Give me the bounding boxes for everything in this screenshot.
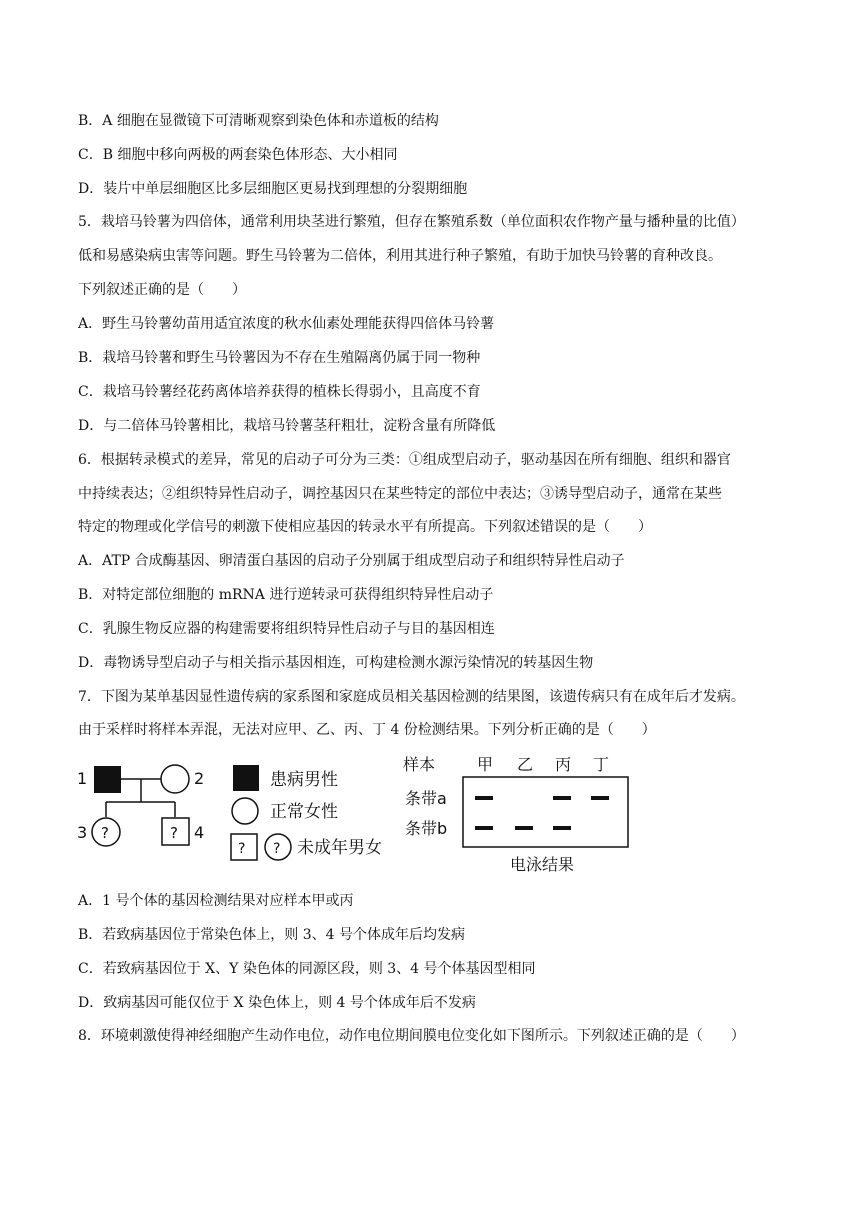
gel-band-b-lane-1 bbox=[475, 826, 493, 830]
option-a-q5: A．野生马铃薯幼苗用适宜浓度的秋水仙素处理能获得四倍体马铃薯 bbox=[78, 316, 495, 332]
question-5-stem-line3: 下列叙述正确的是（ ） bbox=[78, 282, 246, 298]
question-5-stem-line1: 5．栽培马铃薯为四倍体，通常利用块茎进行繁殖，但存在繁殖系数（单位面积农作物产量与播种量的比值） bbox=[78, 214, 745, 230]
question-6-stem-line2: 中持续表达；②组织特异性启动子，调控基因只在某些特定的部位中表达；③诱导型启动子，通常在某些 bbox=[78, 486, 722, 502]
legend-minor-male-mark: ? bbox=[238, 841, 246, 857]
gel-band-b-lane-3 bbox=[553, 826, 571, 830]
option-a-q6: A．ATP 合成酶基因、卵清蛋白基因的启动子分别属于组成型启动子和组织特异性启动子 bbox=[78, 553, 625, 569]
gel-band-a-lane-3 bbox=[553, 796, 571, 800]
question-7-stem-line2: 由于采样时将样本弄混，无法对应甲、乙、丙、丁 4 份检测结果。下列分析正确的是（ ） bbox=[78, 722, 656, 738]
option-c-q7: C．若致病基因位于 X、Y 染色体的同源区段，则 3、4 号个体基因型相同 bbox=[78, 961, 536, 977]
affected-male-symbol-1 bbox=[94, 766, 121, 793]
gel-band-a-label: 条带a bbox=[405, 789, 447, 808]
gel-sample-ding: 丁 bbox=[593, 755, 610, 774]
legend-minor-female-mark: ? bbox=[273, 841, 281, 857]
pedigree-chart bbox=[77, 765, 204, 846]
pedigree-legend bbox=[231, 765, 382, 860]
legend-affected-male-icon bbox=[233, 765, 259, 791]
question-6-stem-line3: 特定的物理或化学信号的刺激下使相应基因的转录水平有所提高。下列叙述错误的是（ ） bbox=[78, 519, 652, 535]
unknown-mark-4: ? bbox=[170, 824, 178, 842]
unknown-mark-3: ? bbox=[101, 824, 109, 842]
gel-sample-jia: 甲 bbox=[477, 755, 494, 774]
option-d-q6: D．毒物诱导型启动子与相关指示基因相连，可构建检测水源污染情况的转基因生物 bbox=[78, 655, 594, 671]
gel-sample-bing: 丙 bbox=[555, 755, 572, 774]
gel-caption: 电泳结果 bbox=[510, 855, 575, 874]
gel-result bbox=[403, 755, 628, 874]
option-b-q4: B．A 细胞在显微镜下可清晰观察到染色体和赤道板的结构 bbox=[78, 113, 439, 129]
question-8-stem-line1: 8．环境刺激使得神经细胞产生动作电位，动作电位期间膜电位变化如下图所示。下列叙述正确的是（ ） bbox=[78, 1028, 745, 1044]
gel-band-b-lane-2 bbox=[515, 826, 533, 830]
option-d-q5: D．与二倍体马铃薯相比，栽培马铃薯茎秆粗壮，淀粉含量有所降低 bbox=[78, 418, 496, 434]
gel-sample-yi: 乙 bbox=[517, 755, 534, 774]
option-c-q5: C．栽培马铃薯经花药离体培养获得的植株长得弱小，且高度不育 bbox=[78, 384, 481, 400]
gel-frame bbox=[463, 777, 628, 847]
question-7-figure bbox=[75, 752, 635, 877]
option-c-q6: C．乳腺生物反应器的构建需要将组织特异性启动子与目的基因相连 bbox=[78, 621, 495, 637]
option-d-q4: D．装片中单层细胞区比多层细胞区更易找到理想的分裂期细胞 bbox=[78, 181, 468, 197]
option-a-q7: A．1 号个体的基因检测结果对应样本甲或丙 bbox=[78, 893, 354, 909]
normal-female-symbol-2 bbox=[161, 765, 189, 793]
pedigree-number-3: 3 bbox=[77, 823, 88, 842]
question-5-stem-line2: 低和易感染病虫害等问题。野生马铃薯为二倍体，利用其进行种子繁殖，有助于加快马铃薯的育种改良。 bbox=[78, 248, 722, 264]
option-c-q4: C．B 细胞中移向两极的两套染色体形态、大小相同 bbox=[78, 147, 398, 163]
option-d-q7: D．致病基因可能仅位于 X 染色体上，则 4 号个体成年后不发病 bbox=[78, 995, 476, 1011]
legend-normal-female-label: 正常女性 bbox=[270, 802, 338, 822]
legend-affected-male-label: 患病男性 bbox=[270, 770, 338, 790]
legend-normal-female-icon bbox=[232, 798, 258, 824]
pedigree-number-2: 2 bbox=[194, 769, 205, 788]
question-7-stem-line1: 7．下图为某单基因显性遗传病的家系图和家庭成员相关基因检测的结果图，该遗传病只有在成年后才发病。 bbox=[78, 689, 745, 705]
legend-minor-label: 未成年男女 bbox=[297, 838, 382, 858]
pedigree-number-4: 4 bbox=[194, 823, 205, 842]
option-b-q5: B．栽培马铃薯和野生马铃薯因为不存在生殖隔离仍属于同一物种 bbox=[78, 350, 481, 366]
option-b-q6: B．对特定部位细胞的 mRNA 进行逆转录可获得组织特异性启动子 bbox=[78, 587, 494, 603]
pedigree-number-1: 1 bbox=[77, 769, 88, 788]
question-6-stem-line1: 6．根据转录模式的差异，常见的启动子可分为三类：①组成型启动子，驱动基因在所有细胞、组织和器官 bbox=[78, 452, 731, 468]
gel-band-a-lane-4 bbox=[591, 796, 609, 800]
option-b-q7: B．若致病基因位于常染色体上，则 3、4 号个体成年后均发病 bbox=[78, 927, 466, 943]
gel-band-b-label: 条带b bbox=[405, 819, 448, 838]
gel-band-a-lane-1 bbox=[475, 796, 493, 800]
gel-sample-label: 样本 bbox=[403, 755, 436, 774]
